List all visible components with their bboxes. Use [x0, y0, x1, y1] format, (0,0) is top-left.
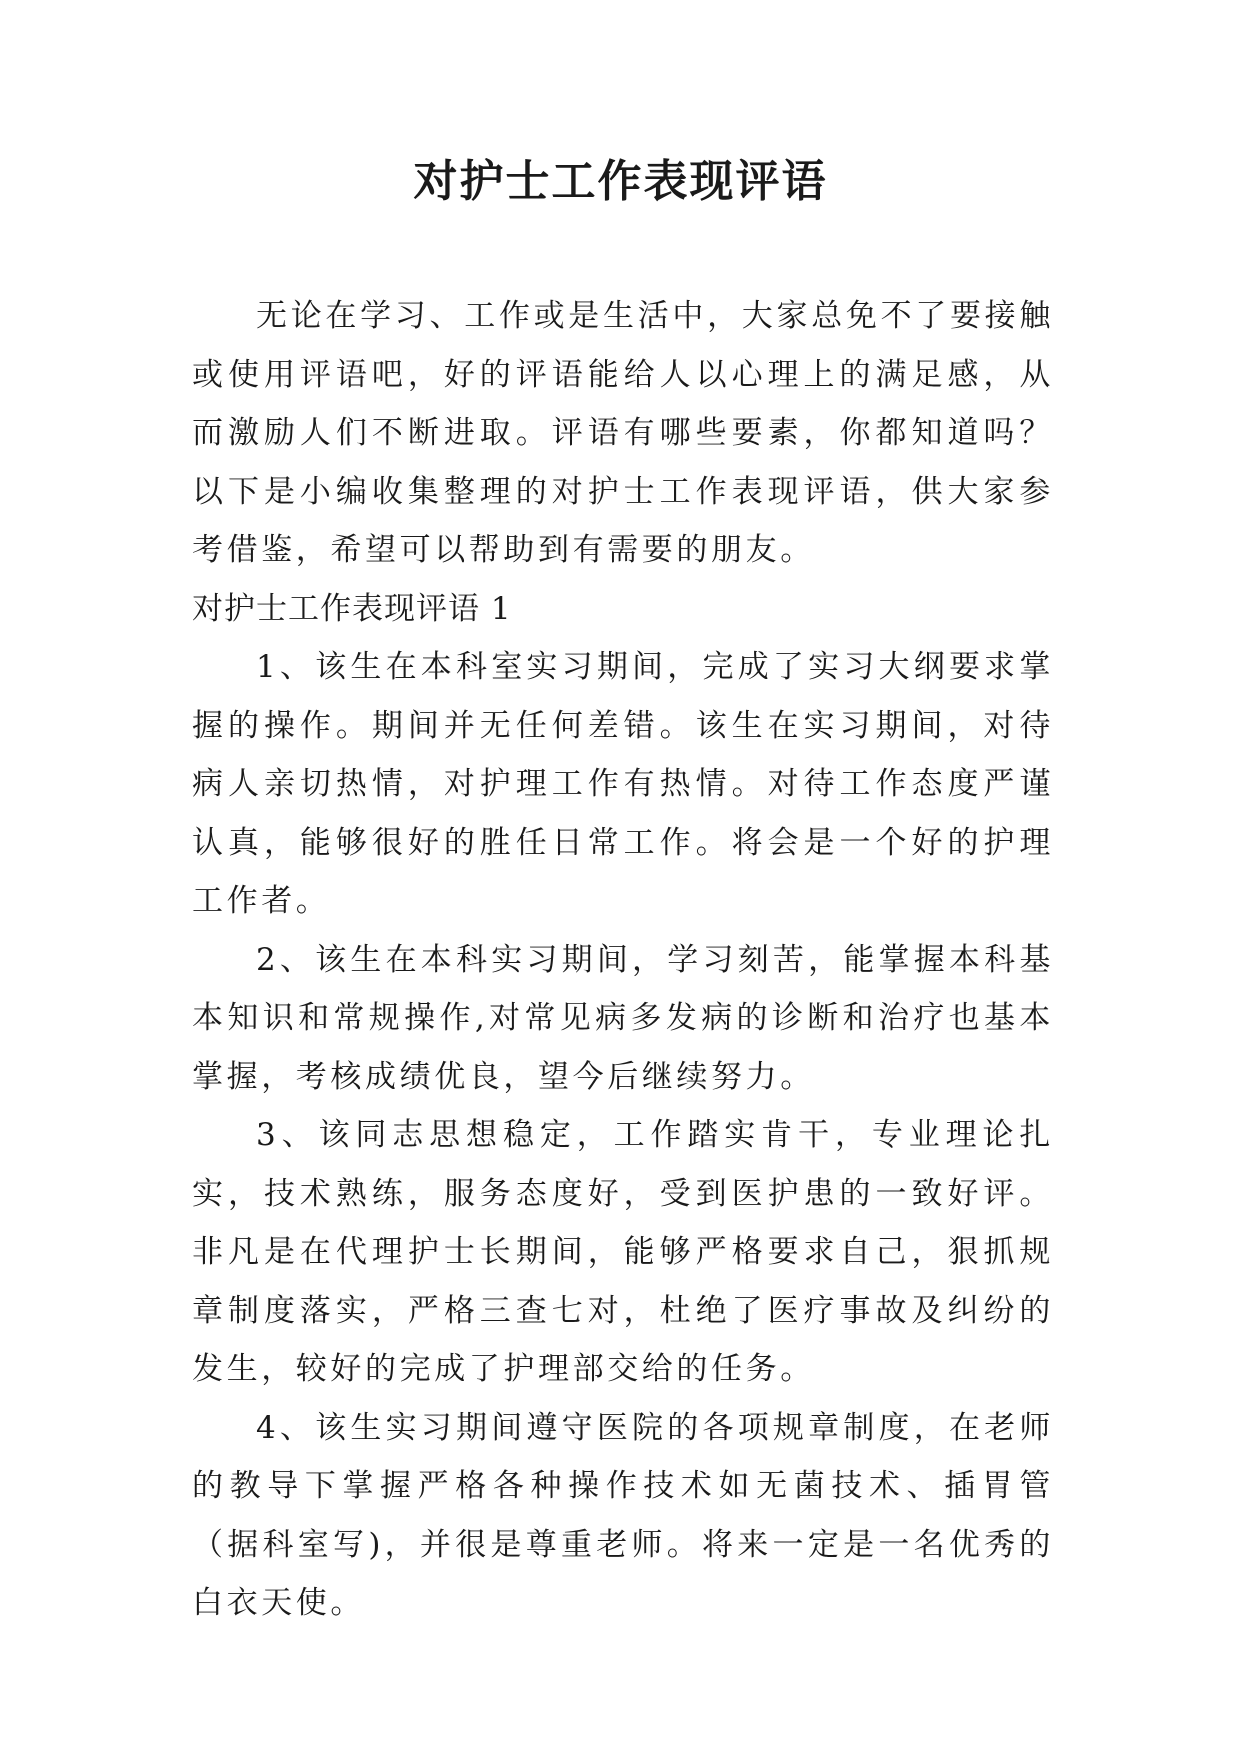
review-item-2: 2、该生在本科实习期间，学习刻苦，能掌握本科基本知识和常规操作,对常见病多发病的诊断和治疗也基本掌握，考核成绩优良，望今后继续努力。	[192, 941, 1054, 1095]
review-item-1: 1、该生在本科室实习期间，完成了实习大纲要求掌握的操作。期间并无任何差错。该生在实习期间，对待病人亲切热情，对护理工作有热情。对待工作态度严谨认真，能够很好的胜任日常工作。将会是一个好的护理工作者。	[192, 649, 1054, 919]
review-item-3: 3、该同志思想稳定，工作踏实肯干，专业理论扎实，技术熟练，服务态度好，受到医护患的一致好评。非凡是在代理护士长期间，能够严格要求自己，狠抓规章制度落实，严格三查七对，杜绝了医疗事故及纠纷的发生，较好的完成了护理部交给的任务。	[192, 1117, 1054, 1387]
review-item-4: 4、该生实习期间遵守医院的各项规章制度，在老师的教导下掌握严格各种操作技术如无菌技术、插胃管（据科室写)，并很是尊重老师。将来一定是一名优秀的白衣天使。	[192, 1409, 1054, 1621]
intro-paragraph: 无论在学习、工作或是生活中，大家总免不了要接触或使用评语吧，好的评语能给人以心理上的满足感，从而激励人们不断进取。评语有哪些要素，你都知道吗？以下是小编收集整理的对护士工作表现评语，供大家参考借鉴，希望可以帮助到有需要的朋友。	[192, 298, 1054, 568]
document-title: 对护士工作表现评语	[413, 156, 828, 207]
document-body	[192, 287, 1054, 1633]
section-heading: 对护士工作表现评语 1	[192, 590, 512, 627]
